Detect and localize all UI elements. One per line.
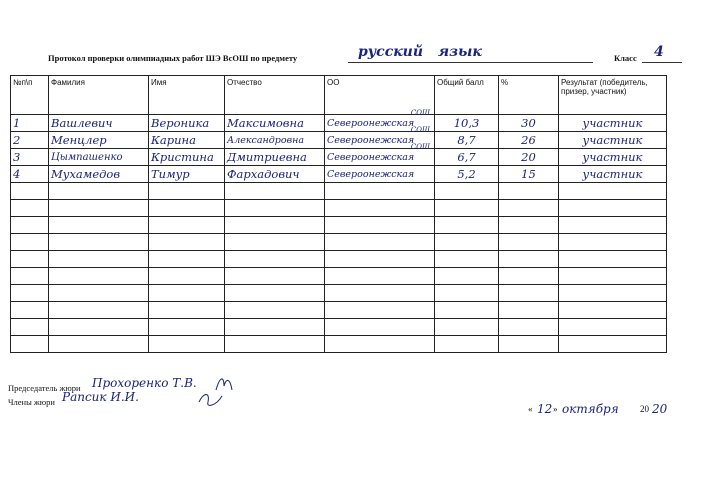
empty-cell	[225, 268, 325, 285]
cell-number: 2	[11, 132, 49, 149]
empty-table-row	[11, 200, 667, 217]
cell-number: 3	[11, 149, 49, 166]
empty-cell	[559, 200, 667, 217]
empty-cell	[325, 285, 435, 302]
date-year-prefix: 20	[640, 404, 649, 414]
members-label: Члены жюри	[8, 397, 55, 407]
table-row	[11, 149, 667, 166]
empty-table-row	[11, 251, 667, 268]
cell-result: участник	[559, 166, 667, 183]
cell-name: Карина	[149, 132, 225, 149]
cell-score: 8,7	[435, 132, 499, 149]
empty-cell	[435, 285, 499, 302]
cell-patronymic: Александровна	[225, 132, 325, 149]
school-name: Североонежская	[327, 117, 415, 129]
empty-cell	[11, 319, 49, 336]
class-value: 4	[654, 44, 664, 60]
date-month: октября	[562, 402, 619, 416]
empty-cell	[499, 251, 559, 268]
empty-table-row	[11, 336, 667, 353]
empty-cell	[499, 319, 559, 336]
empty-cell	[11, 200, 49, 217]
table-row	[11, 115, 667, 132]
cell-percent: 26	[499, 132, 559, 149]
empty-cell	[225, 217, 325, 234]
empty-cell	[559, 217, 667, 234]
cell-name: Кристина	[149, 149, 225, 166]
chair-label: Председатель жюри	[8, 383, 81, 393]
empty-cell	[559, 183, 667, 200]
empty-cell	[225, 234, 325, 251]
empty-cell	[499, 200, 559, 217]
results-table	[10, 75, 667, 353]
empty-cell	[11, 285, 49, 302]
class-label: Класс	[614, 53, 637, 63]
cell-result: участник	[559, 149, 667, 166]
empty-cell	[225, 319, 325, 336]
empty-cell	[435, 183, 499, 200]
table-row	[11, 132, 667, 149]
date-year-suffix: 20	[652, 402, 668, 416]
subject-word-2: язык	[438, 44, 482, 60]
empty-cell	[149, 302, 225, 319]
empty-cell	[11, 302, 49, 319]
column-header-school: ОО	[325, 76, 435, 115]
subject-word-1: русский	[358, 44, 424, 60]
empty-cell	[225, 183, 325, 200]
empty-cell	[49, 183, 149, 200]
empty-cell	[499, 336, 559, 353]
empty-cell	[499, 234, 559, 251]
column-header-result: Результат (победитель, призер, участник)	[559, 76, 667, 115]
empty-cell	[49, 200, 149, 217]
empty-cell	[325, 200, 435, 217]
empty-cell	[11, 268, 49, 285]
cell-name: Вероника	[149, 115, 225, 132]
cell-patronymic: Фархадович	[225, 166, 325, 183]
empty-cell	[149, 268, 225, 285]
empty-cell	[149, 285, 225, 302]
empty-cell	[325, 217, 435, 234]
column-header-number: №п\п	[11, 76, 49, 115]
empty-cell	[499, 268, 559, 285]
class-field	[642, 44, 682, 63]
empty-cell	[49, 285, 149, 302]
empty-cell	[435, 234, 499, 251]
empty-cell	[49, 302, 149, 319]
empty-table-row	[11, 268, 667, 285]
empty-cell	[559, 268, 667, 285]
cell-result: участник	[559, 115, 667, 132]
chair-name: Прохоренко Т.В.	[92, 376, 197, 390]
cell-surname: Мухамедов	[49, 166, 149, 183]
protocol-title: Протокол проверки олимпиадных работ ШЭ ВсОШ по предмету	[48, 53, 298, 63]
empty-cell	[559, 336, 667, 353]
empty-cell	[435, 336, 499, 353]
empty-cell	[499, 217, 559, 234]
empty-cell	[559, 319, 667, 336]
empty-table-row	[11, 183, 667, 200]
empty-cell	[149, 200, 225, 217]
empty-cell	[559, 285, 667, 302]
cell-patronymic: Дмитриевна	[225, 149, 325, 166]
cell-number: 1	[11, 115, 49, 132]
empty-cell	[435, 319, 499, 336]
empty-cell	[435, 200, 499, 217]
empty-cell	[499, 285, 559, 302]
empty-table-row	[11, 285, 667, 302]
empty-cell	[49, 268, 149, 285]
cell-score: 6,7	[435, 149, 499, 166]
empty-cell	[435, 268, 499, 285]
table-body	[11, 109, 667, 353]
empty-cell	[11, 217, 49, 234]
empty-cell	[11, 183, 49, 200]
subject-field	[348, 44, 593, 63]
cell-school	[325, 143, 435, 166]
date-close-quote: »	[553, 404, 558, 414]
cell-result: участник	[559, 132, 667, 149]
protocol-date	[528, 404, 678, 420]
empty-table-row	[11, 319, 667, 336]
empty-cell	[325, 336, 435, 353]
empty-cell	[499, 183, 559, 200]
member-name: Рапсик И.И.	[62, 390, 139, 404]
empty-cell	[149, 251, 225, 268]
empty-cell	[435, 251, 499, 268]
empty-cell	[149, 183, 225, 200]
column-header-percent: %	[499, 76, 559, 115]
cell-surname: Цымпашенко	[49, 149, 149, 166]
empty-cell	[225, 302, 325, 319]
empty-cell	[225, 200, 325, 217]
cell-patronymic: Максимовна	[225, 115, 325, 132]
school-note: СОШ	[410, 126, 430, 134]
cell-percent: 15	[499, 166, 559, 183]
date-open-quote: «	[528, 404, 533, 414]
empty-cell	[49, 251, 149, 268]
empty-cell	[559, 251, 667, 268]
empty-cell	[149, 319, 225, 336]
column-header-surname: Фамилия	[49, 76, 149, 115]
table-header-row	[11, 76, 667, 115]
empty-cell	[325, 302, 435, 319]
empty-cell	[149, 217, 225, 234]
school-name: Североонежская	[327, 134, 415, 146]
empty-cell	[49, 319, 149, 336]
cell-number: 4	[11, 166, 49, 183]
empty-cell	[325, 268, 435, 285]
column-header-patronymic: Отчество	[225, 76, 325, 115]
cell-name: Тимур	[149, 166, 225, 183]
cell-surname: Вашлевич	[49, 115, 149, 132]
empty-cell	[325, 251, 435, 268]
empty-table-row	[11, 217, 667, 234]
cell-percent: 30	[499, 115, 559, 132]
cell-score: 10,3	[435, 115, 499, 132]
empty-cell	[11, 234, 49, 251]
empty-cell	[325, 234, 435, 251]
date-day: 12	[537, 402, 553, 416]
empty-cell	[325, 319, 435, 336]
empty-table-row	[11, 234, 667, 251]
empty-table-row	[11, 302, 667, 319]
empty-cell	[11, 251, 49, 268]
cell-school: Североонежская	[325, 166, 435, 183]
empty-cell	[49, 336, 149, 353]
column-header-name: Имя	[149, 76, 225, 115]
cell-score: 5,2	[435, 166, 499, 183]
school-note: СОШ	[410, 109, 430, 117]
empty-cell	[225, 251, 325, 268]
empty-cell	[559, 302, 667, 319]
cell-surname: Менцлер	[49, 132, 149, 149]
empty-cell	[49, 234, 149, 251]
protocol-header	[48, 44, 664, 68]
empty-cell	[149, 234, 225, 251]
school-name: Североонежская	[327, 151, 415, 163]
cell-percent: 20	[499, 149, 559, 166]
empty-cell	[325, 183, 435, 200]
empty-cell	[435, 217, 499, 234]
column-header-score: Общий балл	[435, 76, 499, 115]
member-signature-line-2	[62, 406, 220, 418]
empty-cell	[559, 234, 667, 251]
empty-cell	[225, 285, 325, 302]
empty-cell	[149, 336, 225, 353]
empty-cell	[499, 302, 559, 319]
school-note: СОШ	[410, 143, 430, 151]
empty-cell	[11, 336, 49, 353]
table-row	[11, 166, 667, 183]
empty-cell	[435, 302, 499, 319]
empty-cell	[225, 336, 325, 353]
empty-cell	[49, 217, 149, 234]
